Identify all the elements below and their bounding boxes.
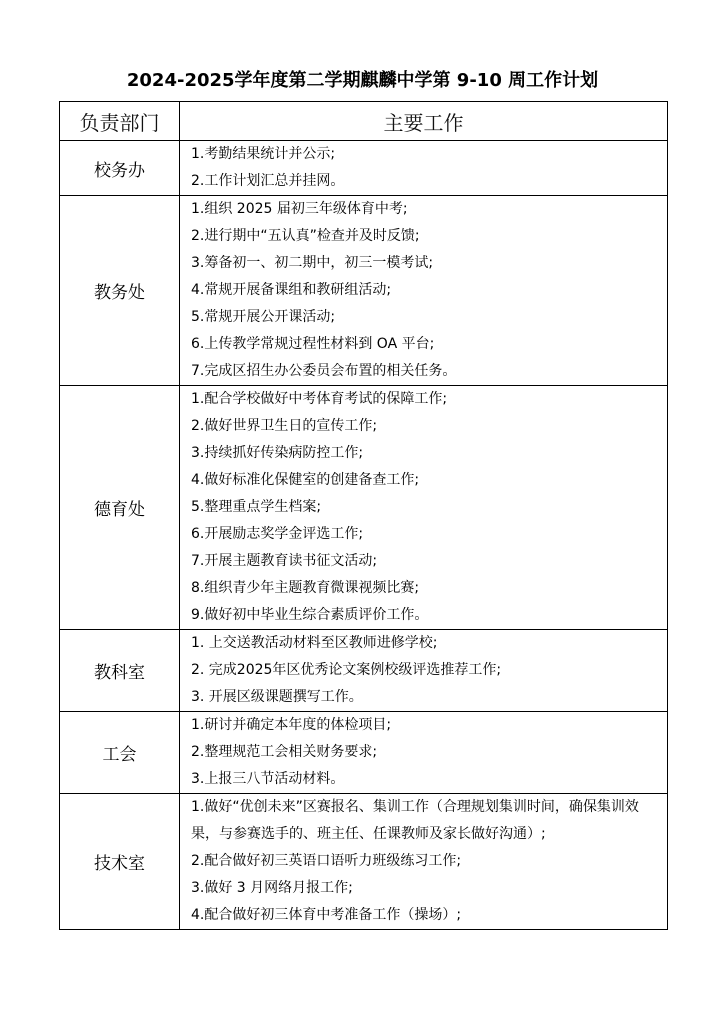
work-items-cell <box>180 794 668 930</box>
work-item: 1.考勤结果统计并公示; <box>191 146 336 162</box>
work-items-cell <box>180 196 668 386</box>
table-header-row <box>60 102 668 141</box>
work-plan-table <box>59 101 668 930</box>
work-item: 1. 上交送教活动材料至区教师进修学校; <box>191 635 438 651</box>
work-item: 7.完成区招生办公委员会布置的相关任务。 <box>191 363 457 379</box>
work-item-list <box>180 386 667 629</box>
work-item: 6.开展励志奖学金评选工作; <box>191 526 364 542</box>
work-item: 3.上报三八节活动材料。 <box>191 771 345 787</box>
table-row <box>60 712 668 794</box>
work-item-list <box>180 630 667 711</box>
work-item: 3.持续抓好传染病防控工作; <box>191 445 364 461</box>
dept-cell: 教务处 <box>60 196 180 386</box>
table-row <box>60 141 668 196</box>
work-item: 1.做好“优创未来”区赛报名、集训工作（合理规划集训时间，确保集训效果，与参赛选手的、班主任、任课教师及家长做好沟通）; <box>191 799 639 842</box>
dept-cell: 校务办 <box>60 141 180 196</box>
work-item-list <box>180 141 667 195</box>
work-item: 2.配合做好初三英语口语听力班级练习工作; <box>191 853 462 869</box>
work-items-cell <box>180 712 668 794</box>
work-item: 1.组织 2025 届初三年级体育中考; <box>191 201 408 217</box>
work-item: 6.上传教学常规过程性材料到 OA 平台; <box>191 336 435 352</box>
dept-cell: 德育处 <box>60 386 180 630</box>
header-work: 主要工作 <box>180 102 668 141</box>
page-title: 2024-2025学年度第二学期麒麟中学第 9-10 周工作计划 <box>126 70 599 91</box>
work-item: 2.整理规范工会相关财务要求; <box>191 744 378 760</box>
work-item: 4.做好标准化保健室的创建备查工作; <box>191 472 420 488</box>
work-item: 3.筹备初一、初二期中，初三一模考试; <box>191 255 434 271</box>
work-item-list <box>180 794 667 929</box>
dept-cell: 技术室 <box>60 794 180 930</box>
work-item: 7.开展主题教育读书征文活动; <box>191 553 378 569</box>
work-item: 5.常规开展公开课活动; <box>191 309 336 325</box>
dept-cell: 工会 <box>60 712 180 794</box>
work-item: 8.组织青少年主题教育微课视频比赛; <box>191 580 420 596</box>
work-item: 2.工作计划汇总并挂网。 <box>191 173 345 189</box>
work-item: 3. 开展区级课题撰写工作。 <box>191 689 363 705</box>
dept-cell: 教科室 <box>60 630 180 712</box>
work-item: 1.研讨并确定本年度的体检项目; <box>191 717 392 733</box>
work-item: 1.配合学校做好中考体育考试的保障工作; <box>191 391 448 407</box>
table-row <box>60 386 668 630</box>
work-item: 2. 完成2025年区优秀论文案例校级评选推荐工作; <box>191 662 502 678</box>
work-item: 9.做好初中毕业生综合素质评价工作。 <box>191 607 429 623</box>
table-row <box>60 630 668 712</box>
work-items-cell <box>180 386 668 630</box>
work-item: 2.进行期中“五认真”检查并及时反馈; <box>191 228 420 244</box>
table-row <box>60 196 668 386</box>
work-item: 5.整理重点学生档案; <box>191 499 322 515</box>
header-dept: 负责部门 <box>60 102 180 141</box>
work-item: 4.常规开展备课组和教研组活动; <box>191 282 392 298</box>
work-item: 2.做好世界卫生日的宣传工作; <box>191 418 378 434</box>
work-items-cell <box>180 141 668 196</box>
work-item-list <box>180 712 667 793</box>
work-item: 3.做好 3 月网络月报工作; <box>191 880 353 896</box>
work-item: 4.配合做好初三体育中考准备工作（操场）; <box>191 907 462 923</box>
work-items-cell <box>180 630 668 712</box>
table-row <box>60 794 668 930</box>
work-item-list <box>180 196 667 385</box>
